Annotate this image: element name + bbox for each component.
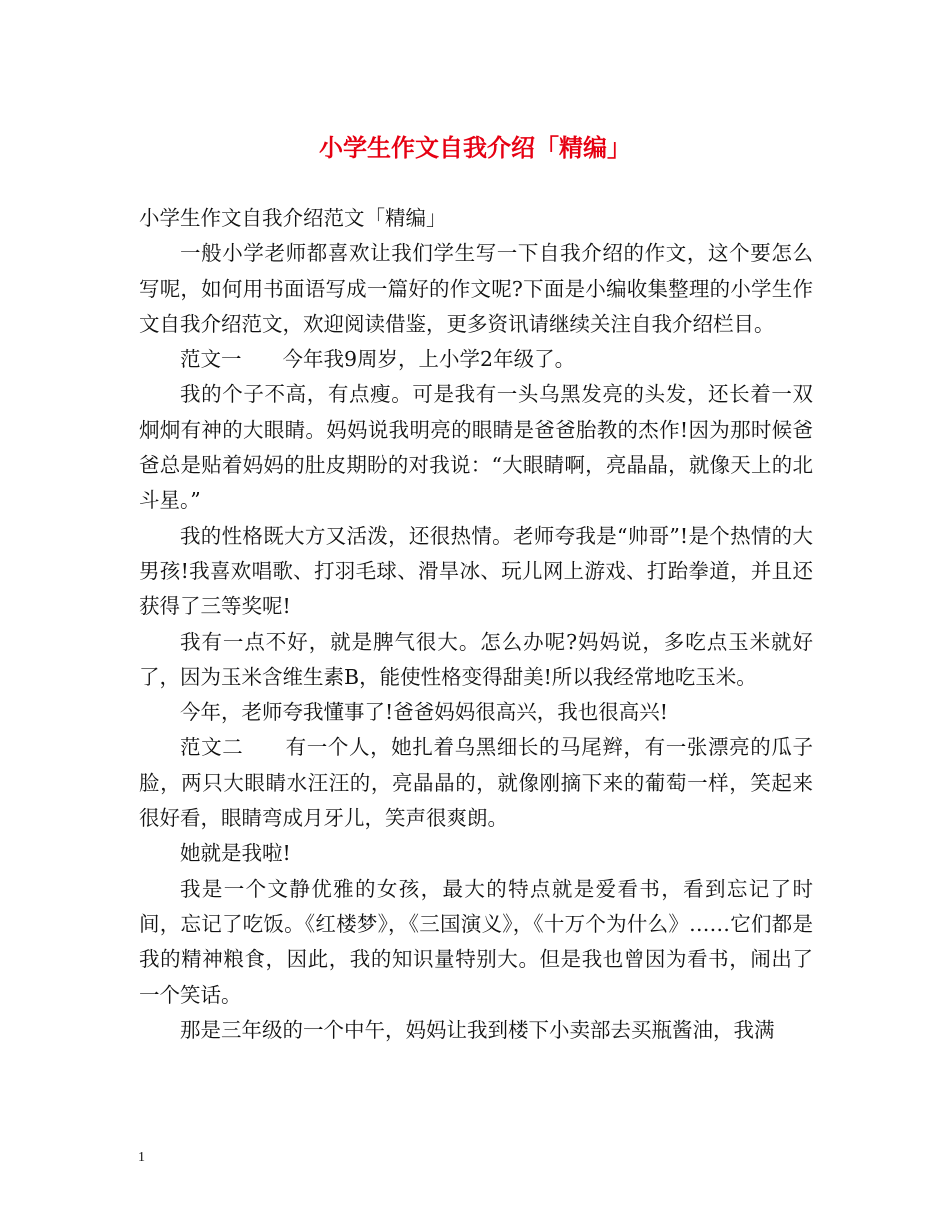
paragraph-intro: 一般小学老师都喜欢让我们学生写一下自我介绍的作文，这个要怎么写呢，如何用书面语写成一篇好的作文呢?下面是小编收集整理的小学生作文自我介绍范文，欢迎阅读借鉴，更多资讯请继续关注自我介绍栏目。	[139, 241, 813, 336]
paragraph-sample-one-heading: 范文一 今年我9周岁，上小学2年级了。	[180, 347, 576, 372]
document-body	[139, 201, 813, 1048]
document-subtitle: 小学生作文自我介绍范文「精编」	[139, 206, 447, 230]
paragraph-reading: 我是一个文静优雅的女孩，最大的特点就是爱看书，看到忘记了时间，忘记了吃饭。《红楼梦》，《三国演义》，《十万个为什么》……它们都是我的精神粮食，因此，我的知识量特别大。但是我也曾因为看书，闹出了一个笑话。	[139, 876, 813, 1007]
page-title: 小学生作文自我介绍「精编」	[319, 134, 631, 162]
paragraph-third-grade: 那是三年级的一个中午，妈妈让我到楼下小卖部去买瓶酱油，我满	[180, 1017, 775, 1042]
paragraph-appearance: 我的个子不高，有点瘦。可是我有一头乌黑发亮的头发，还长着一双炯炯有神的大眼睛。妈妈说我明亮的眼睛是爸爸胎教的杰作!因为那时候爸爸总是贴着妈妈的肚皮期盼的对我说：“大眼睛啊，亮晶晶，就像天上的北斗星。”	[139, 382, 813, 513]
paragraph-its-me: 她就是我啦!	[180, 841, 291, 866]
paragraph-sample-two-heading: 范文二 有一个人，她扎着乌黑细长的马尾辫，有一张漂亮的瓜子脸，两只大眼睛水汪汪的，亮晶晶的，就像刚摘下来的葡萄一样，笑起来很好看，眼睛弯成月牙儿，笑声很爽朗。	[139, 735, 813, 831]
paragraph-temper: 我有一点不好，就是脾气很大。怎么办呢?妈妈说，多吃点玉米就好了，因为玉米含维生素B，能使性格变得甜美!所以我经常地吃玉米。	[139, 629, 813, 689]
paragraph-personality: 我的性格既大方又活泼，还很热情。老师夸我是“帅哥”!是个热情的大男孩!我喜欢唱歌、打羽毛球、滑旱冰、玩儿网上游戏、打跆拳道，并且还获得了三等奖呢!	[139, 523, 813, 619]
page-number: 1	[138, 1150, 145, 1165]
paragraph-this-year: 今年，老师夸我懂事了!爸爸妈妈很高兴，我也很高兴!	[180, 700, 668, 725]
